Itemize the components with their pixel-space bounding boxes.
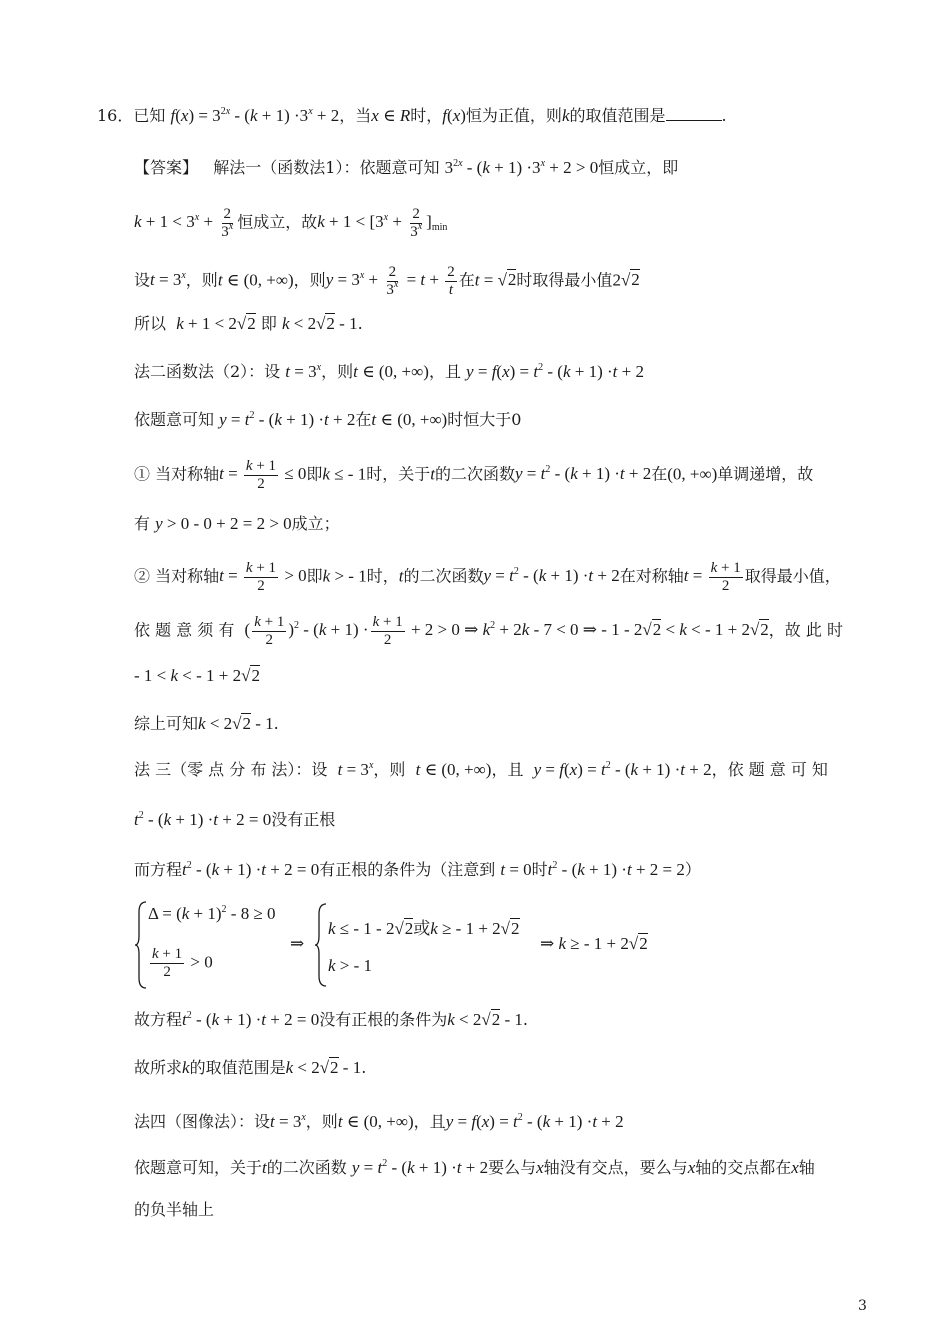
answer-tag: 【答案】 bbox=[134, 158, 199, 177]
math: t ∈ (0, +∞) bbox=[217, 270, 294, 290]
math: $y = t^2 - (k + 1) \cdot t + 2$ bbox=[483, 566, 620, 586]
math: t ∈ (0, +∞) bbox=[371, 410, 448, 429]
solution-line bbox=[134, 458, 813, 493]
text: 轴没有交点，要么与 bbox=[543, 1158, 688, 1177]
text: 即 bbox=[306, 566, 323, 586]
text: 即 bbox=[260, 314, 277, 333]
math: t = $\frac{k + 1}{2}$ ≤ 0 bbox=[219, 458, 307, 492]
math: x bbox=[536, 1158, 544, 1177]
math: k bbox=[561, 106, 570, 125]
solution-line bbox=[134, 664, 260, 688]
text: ，则 bbox=[373, 760, 406, 779]
math: $t^2 - (k + 1) \cdot t + 2 = 2$ bbox=[547, 860, 685, 879]
text: . bbox=[273, 714, 279, 733]
math: t bbox=[262, 1158, 267, 1177]
text: 解法一（函数法1）：依题意可知 bbox=[213, 158, 440, 177]
result-condition: ⇒ k ≥ - 1 + 2√2 bbox=[540, 934, 648, 953]
math: $y = 3^x$ + $\frac{2}{3^x}$ = t + $\frac{2}{t}$ bbox=[325, 264, 455, 298]
text: 故所求 bbox=[134, 1058, 183, 1077]
solution-line bbox=[134, 712, 279, 736]
text: 有 bbox=[134, 514, 151, 533]
text: ，则 bbox=[321, 362, 354, 381]
text: . bbox=[721, 106, 727, 125]
text: 的二次函数 bbox=[434, 464, 515, 484]
text: 设 bbox=[134, 270, 151, 290]
math: t ∈ (0, +∞) bbox=[337, 1112, 414, 1131]
text: 在 bbox=[355, 410, 372, 429]
k-condition: k > - 1 bbox=[328, 956, 373, 975]
math: - 1 < k < - 1 + 2√2 bbox=[134, 666, 260, 685]
text: 时 bbox=[531, 860, 548, 879]
math: t bbox=[398, 566, 404, 586]
math: $y = t^2 - (k + 1) \cdot t + 2$ bbox=[351, 1158, 489, 1177]
math: t = √2 bbox=[474, 270, 517, 290]
text: 在 bbox=[458, 270, 475, 290]
math: $t^2 - (k + 1) \cdot t + 2 = 0$ bbox=[134, 810, 272, 829]
answer-blank bbox=[666, 106, 722, 121]
math: $y = f(x) = t^2 - (k + 1) \cdot t + 2$ bbox=[466, 362, 644, 381]
discriminant-condition: $\Delta = (k + 1)^2 - 8 \ge 0$ bbox=[148, 904, 276, 923]
axis-condition: $\frac{k + 1}{2}$ > 0 bbox=[152, 946, 213, 980]
text: 已知 bbox=[133, 106, 166, 125]
math: k < 2√2 - 1 bbox=[447, 1010, 523, 1029]
text: 取得最小值， bbox=[744, 566, 841, 586]
math: k ≤ - 1 bbox=[322, 464, 367, 484]
math: $t^2 - (k + 1) \cdot t + 2 = 0$ bbox=[182, 860, 320, 879]
text: ，且 bbox=[491, 760, 524, 779]
text: 所以 bbox=[134, 314, 167, 333]
math: k < 2√2 - 1 bbox=[285, 1058, 362, 1077]
solution-line bbox=[134, 560, 841, 595]
text: 恒为正值，则 bbox=[465, 106, 562, 125]
text: 法二函数法（2）：设 bbox=[134, 362, 281, 381]
solution-line bbox=[134, 808, 335, 832]
text: . bbox=[522, 1010, 528, 1029]
math: t ∈ (0, +∞) bbox=[415, 760, 492, 779]
solution-line bbox=[134, 858, 701, 882]
solution-line bbox=[134, 206, 447, 241]
text: 的取值范围是 bbox=[189, 1058, 286, 1077]
solution-line bbox=[134, 1056, 366, 1080]
text: ，当 bbox=[339, 106, 372, 125]
math: x bbox=[791, 1158, 799, 1177]
math: y > 0 - 0 + 2 = 2 > 0 bbox=[155, 514, 292, 533]
math: ( $\frac{k + 1}{2}$ )$^2$ - (k + 1) · $\frac{k + 1}{2}$ + 2 > 0 ⇒ $k^2 + 2k - 7 < 0$ ⇒ - 1 - 2√2 < k < - 1 + 2√2 bbox=[244, 614, 769, 648]
math: t = 0 bbox=[500, 860, 532, 879]
solution-line bbox=[134, 1156, 815, 1180]
math: $t^2 - (k + 1) \cdot t + 2 = 0$ bbox=[182, 1010, 320, 1029]
math: x bbox=[687, 1158, 696, 1177]
math: (0, +∞) bbox=[667, 464, 718, 484]
text: 依题意可知 bbox=[134, 410, 215, 429]
text: 恒成立，故 bbox=[237, 212, 318, 232]
page-number: 3 bbox=[858, 1298, 867, 1314]
solution-line bbox=[134, 512, 340, 536]
text: 的取值范围是 bbox=[569, 106, 666, 125]
text: ，则 bbox=[293, 270, 326, 290]
math: $k + 1 < [3^x$ + $\frac{2}{3^x}$ ]$_{min}$ bbox=[317, 206, 448, 240]
solution-line bbox=[134, 408, 521, 432]
solution-line bbox=[134, 1198, 214, 1222]
math: k > - 1 bbox=[322, 566, 367, 586]
text: 法四（图像法）：设 bbox=[134, 1112, 271, 1131]
text: 轴的交点都在 bbox=[695, 1158, 792, 1177]
math: t ∈ (0, +∞) bbox=[353, 362, 429, 381]
math: k < 2√2 - 1 bbox=[281, 314, 358, 333]
math: f(x) bbox=[442, 106, 466, 125]
text: 综上可知 bbox=[134, 714, 199, 733]
text: 在对称轴 bbox=[619, 566, 684, 586]
text: ，则 bbox=[185, 270, 218, 290]
math: t = $\frac{k + 1}{2}$ > 0 bbox=[219, 560, 307, 594]
text: 的二次函数 bbox=[403, 566, 484, 586]
problem-statement bbox=[97, 104, 727, 128]
answer-line bbox=[134, 156, 678, 180]
solution-line bbox=[134, 264, 640, 299]
solution-line bbox=[134, 1110, 624, 1134]
math: $t = 3^x$ bbox=[337, 760, 374, 779]
text: 时， bbox=[410, 106, 443, 125]
math: t bbox=[430, 464, 435, 484]
solution-line bbox=[134, 1008, 528, 1032]
math: $t = 3^x$ bbox=[285, 362, 322, 381]
math: $t = 3^x$ bbox=[270, 1112, 306, 1131]
text: ，故 此 时 bbox=[768, 620, 843, 640]
root-condition: k ≤ - 1 - 2√2或k ≥ - 1 + 2√2 bbox=[328, 919, 520, 938]
text: ② 当对称轴 bbox=[134, 566, 220, 586]
text: 单调递增，故 bbox=[717, 464, 814, 484]
question-number: 16． bbox=[97, 106, 134, 125]
math: $t = 3^x$ bbox=[150, 270, 186, 290]
text: . bbox=[361, 1058, 367, 1077]
text: 时恒大于0 bbox=[447, 410, 522, 429]
solution-line bbox=[134, 614, 843, 649]
text: 即 bbox=[306, 464, 323, 484]
text: 没有正根 bbox=[271, 810, 336, 829]
text: ，且 bbox=[413, 1112, 446, 1131]
text: 没有正根的条件为 bbox=[319, 1010, 448, 1029]
math: k + 1 < 2√2 bbox=[176, 314, 256, 333]
text: 的负半轴上 bbox=[134, 1200, 215, 1219]
text: 的二次函数 bbox=[266, 1158, 347, 1177]
text: 法 三（零 点 分 布 法）：设 bbox=[134, 760, 328, 779]
solution-line bbox=[134, 312, 363, 336]
text: 在 bbox=[651, 464, 668, 484]
text: 或 bbox=[413, 919, 431, 938]
text: 故方程 bbox=[134, 1010, 183, 1029]
solution-line bbox=[134, 360, 644, 384]
text: 时， bbox=[366, 566, 399, 586]
text: 时，关于 bbox=[366, 464, 431, 484]
text: ，且 bbox=[428, 362, 461, 381]
math: k bbox=[182, 1058, 190, 1077]
text: 而方程 bbox=[134, 860, 183, 879]
text: 恒成立，即 bbox=[598, 158, 679, 177]
math: $k + 1 < 3^x$ + $\frac{2}{3^x}$ bbox=[134, 206, 234, 240]
math: k < 2√2 - 1 bbox=[198, 714, 274, 733]
math: $y = f(x) = t^2 - (k + 1) \cdot t + 2$ bbox=[445, 1112, 624, 1131]
text: 依 题 意 须 有 bbox=[134, 620, 235, 640]
function-definition: $f(x) = 3^{2x} - (k + 1) \cdot 3^x + 2$ bbox=[170, 106, 340, 125]
text: 时取得最小值 bbox=[516, 270, 613, 290]
text: 成立； bbox=[291, 514, 340, 533]
math: t = $\frac{k + 1}{2}$ bbox=[683, 560, 741, 594]
solution-line bbox=[134, 758, 828, 782]
text: . bbox=[357, 314, 363, 333]
inequality-system bbox=[134, 900, 694, 990]
text: 要么与 bbox=[488, 1158, 537, 1177]
math: $3^{2x} - (k + 1) \cdot 3^x + 2 > 0$ bbox=[444, 158, 599, 177]
text: 依题意可知，关于 bbox=[134, 1158, 263, 1177]
implies-arrow: ⇒ bbox=[290, 934, 305, 953]
text: ） bbox=[684, 860, 701, 879]
text: 有正根的条件为（注意到 bbox=[319, 860, 496, 879]
text: ① 当对称轴 bbox=[134, 464, 220, 484]
math: 2√2 bbox=[612, 270, 640, 290]
math: x ∈ R bbox=[371, 106, 411, 125]
text: ，依 题 意 可 知 bbox=[711, 760, 828, 779]
math: $y = t^2 - (k + 1) \cdot t + 2$ bbox=[514, 464, 652, 484]
text: ，则 bbox=[305, 1112, 338, 1131]
math: $y = f(x) = t^2 - (k + 1) \cdot t + 2$ bbox=[533, 760, 712, 779]
text: 轴 bbox=[798, 1158, 815, 1177]
math: $y = t^2 - (k + 1) \cdot t + 2$ bbox=[219, 410, 356, 429]
